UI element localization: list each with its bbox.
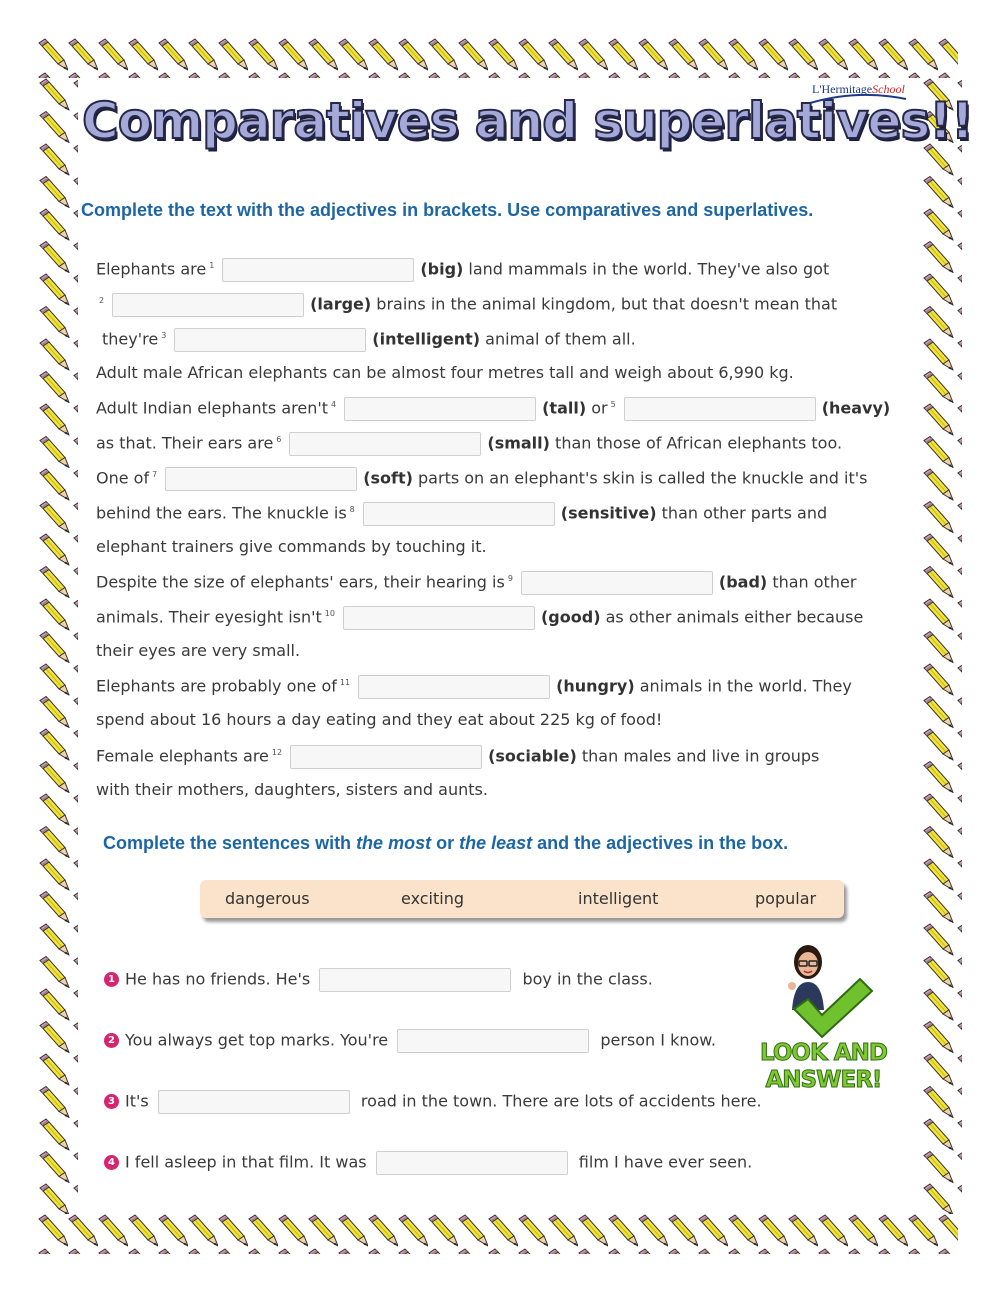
line-text: behind the ears. The knuckle is <box>96 503 347 523</box>
gap-number: 3 <box>161 331 167 341</box>
answer-input-gap-1[interactable] <box>222 258 414 282</box>
gap-number: 7 <box>152 470 158 480</box>
pencil-border-left <box>38 78 78 1214</box>
text-line <box>96 675 852 699</box>
bracket-adjective: (sociable) <box>488 746 577 766</box>
bracket-adjective: (bad) <box>718 572 768 592</box>
question-text: person I know. <box>600 1030 716 1050</box>
question-text: road in the town. There are lots of accidents here. <box>360 1091 762 1111</box>
text-line <box>96 641 300 660</box>
instr-part: and the adjectives in the box. <box>532 833 789 853</box>
question-number: 1 <box>104 972 119 987</box>
text-line <box>96 432 842 456</box>
line-text: than males and live in groups <box>576 746 820 766</box>
pencil-border-bottom <box>38 1214 958 1254</box>
answer-input-gap-8[interactable] <box>363 502 555 526</box>
bracket-adjective: (soft) <box>363 468 413 488</box>
page-title: Comparatives and superlatives!! <box>82 92 973 150</box>
text-line <box>96 745 819 769</box>
question-1 <box>104 968 653 992</box>
pencil-border-top <box>38 38 958 78</box>
word-exciting: exciting <box>401 889 465 908</box>
line-text: brains in the animal kingdom, but that doesn't mean that <box>371 294 838 314</box>
question-text: It's <box>125 1091 149 1111</box>
question-3 <box>104 1090 762 1114</box>
gap-number: 10 <box>324 609 335 619</box>
section1-instruction: Complete the text with the adjectives in brackets. Use comparatives and superlatives. <box>81 200 814 220</box>
bracket-adjective: (big) <box>420 259 464 279</box>
answer-input-gap-6[interactable] <box>289 432 481 456</box>
gap-number: 4 <box>331 400 337 410</box>
look-and-answer-sticker <box>760 1040 887 1094</box>
line-text: animals in the world. They <box>634 676 852 696</box>
word-intelligent: intelligent <box>578 889 659 908</box>
sticker-line-1: LOOK AND <box>760 1040 887 1066</box>
word-box <box>200 880 844 918</box>
line-text: with their mothers, daughters, sisters and aunts. <box>96 780 488 799</box>
word-dangerous: dangerous <box>225 889 310 908</box>
gap-number: 6 <box>276 435 282 445</box>
bracket-adjective: (intelligent) <box>372 329 481 349</box>
pencil-border-right <box>922 78 962 1214</box>
text-line <box>102 328 636 352</box>
question-2 <box>104 1029 716 1053</box>
question-text: film I have ever seen. <box>578 1152 753 1172</box>
instr-the-most: the most <box>356 833 432 853</box>
gap-number: 2 <box>99 296 105 306</box>
answer-input-gap-3[interactable] <box>174 328 366 352</box>
line-text: they're <box>102 329 159 349</box>
line-text: One of <box>96 468 150 488</box>
line-text: animals. Their eyesight isn't <box>96 607 322 627</box>
line-text: their eyes are very small. <box>96 641 301 660</box>
school-logo <box>812 82 905 97</box>
instr-the-least: the least <box>459 833 533 853</box>
line-text: Adult Indian elephants aren't <box>96 398 329 418</box>
answer-input-q1[interactable] <box>319 968 511 992</box>
answer-input-gap-7[interactable] <box>165 467 357 491</box>
bracket-adjective: (heavy) <box>821 398 891 418</box>
gap-number: 5 <box>610 400 616 410</box>
line-text: elephant trainers give commands by touching it. <box>96 537 487 556</box>
text-line <box>96 606 863 630</box>
bracket-adjective: (good) <box>540 607 601 627</box>
answer-input-gap-9[interactable] <box>521 571 713 595</box>
line-text: than other <box>767 572 857 592</box>
question-text: You always get top marks. You're <box>125 1030 389 1050</box>
logo-school: School <box>872 82 905 96</box>
bracket-adjective: (hungry) <box>556 676 635 696</box>
text-line <box>96 780 488 799</box>
line-text: or <box>586 398 608 418</box>
instr-part: Complete the sentences with <box>103 833 357 853</box>
line-text: animal of them all. <box>480 329 636 349</box>
bracket-adjective: (large) <box>310 294 372 314</box>
logo-brand: L'Hermitage <box>812 82 873 96</box>
question-number: 3 <box>104 1094 119 1109</box>
text-line <box>96 363 794 382</box>
checkmark-icon <box>790 975 874 1041</box>
bracket-adjective: (small) <box>487 433 550 453</box>
gap-number: 9 <box>507 574 513 584</box>
bracket-adjective: (sensitive) <box>560 503 657 523</box>
answer-input-gap-12[interactable] <box>290 745 482 769</box>
question-text: I fell asleep in that film. It was <box>125 1152 367 1172</box>
answer-input-gap-11[interactable] <box>358 675 550 699</box>
question-number: 2 <box>104 1033 119 1048</box>
answer-input-gap-2[interactable] <box>112 293 304 317</box>
line-text: Elephants are probably one of <box>96 676 337 696</box>
text-line <box>96 467 867 491</box>
text-line <box>96 397 890 421</box>
word-popular: popular <box>755 889 817 908</box>
line-text: Female elephants are <box>96 746 269 766</box>
line-text: land mammals in the world. They've also got <box>463 259 830 279</box>
question-4 <box>104 1151 752 1175</box>
text-line <box>96 293 837 317</box>
sticker-line-2: ANSWER! <box>765 1067 882 1093</box>
line-text: Adult male African elephants can be almost four metres tall and weigh about 6,990 kg. <box>96 363 794 382</box>
line-text: than those of African elephants too. <box>549 433 843 453</box>
gap-number: 1 <box>209 261 215 271</box>
answer-input-q3[interactable] <box>158 1090 350 1114</box>
gap-number: 8 <box>349 505 355 515</box>
line-text: parts on an elephant's skin is called the knuckle and it's <box>412 468 868 488</box>
answer-input-gap-5[interactable] <box>624 397 816 421</box>
instr-part: or <box>431 833 460 853</box>
answer-input-gap-4[interactable] <box>344 397 536 421</box>
text-line <box>96 710 662 729</box>
question-number: 4 <box>104 1155 119 1170</box>
line-text: Elephants are <box>96 259 207 279</box>
text-line <box>96 537 487 556</box>
gap-number: 12 <box>271 748 283 758</box>
answer-input-q4[interactable] <box>376 1151 568 1175</box>
answer-input-q2[interactable] <box>397 1029 589 1053</box>
bracket-adjective: (tall) <box>542 398 587 418</box>
gap-number: 11 <box>339 678 351 688</box>
text-line <box>96 258 829 282</box>
question-text: boy in the class. <box>522 969 653 989</box>
text-line <box>96 571 856 595</box>
answer-input-gap-10[interactable] <box>343 606 535 630</box>
line-text: Despite the size of elephants' ears, their hearing is <box>96 572 505 592</box>
line-text: as that. Their ears are <box>96 433 274 453</box>
question-text: He has no friends. He's <box>125 969 311 989</box>
section2-instruction <box>103 833 788 854</box>
line-text: spend about 16 hours a day eating and they eat about 225 kg of food! <box>96 710 663 729</box>
text-line <box>96 502 827 526</box>
line-text: than other parts and <box>656 503 828 523</box>
line-text: as other animals either because <box>600 607 864 627</box>
